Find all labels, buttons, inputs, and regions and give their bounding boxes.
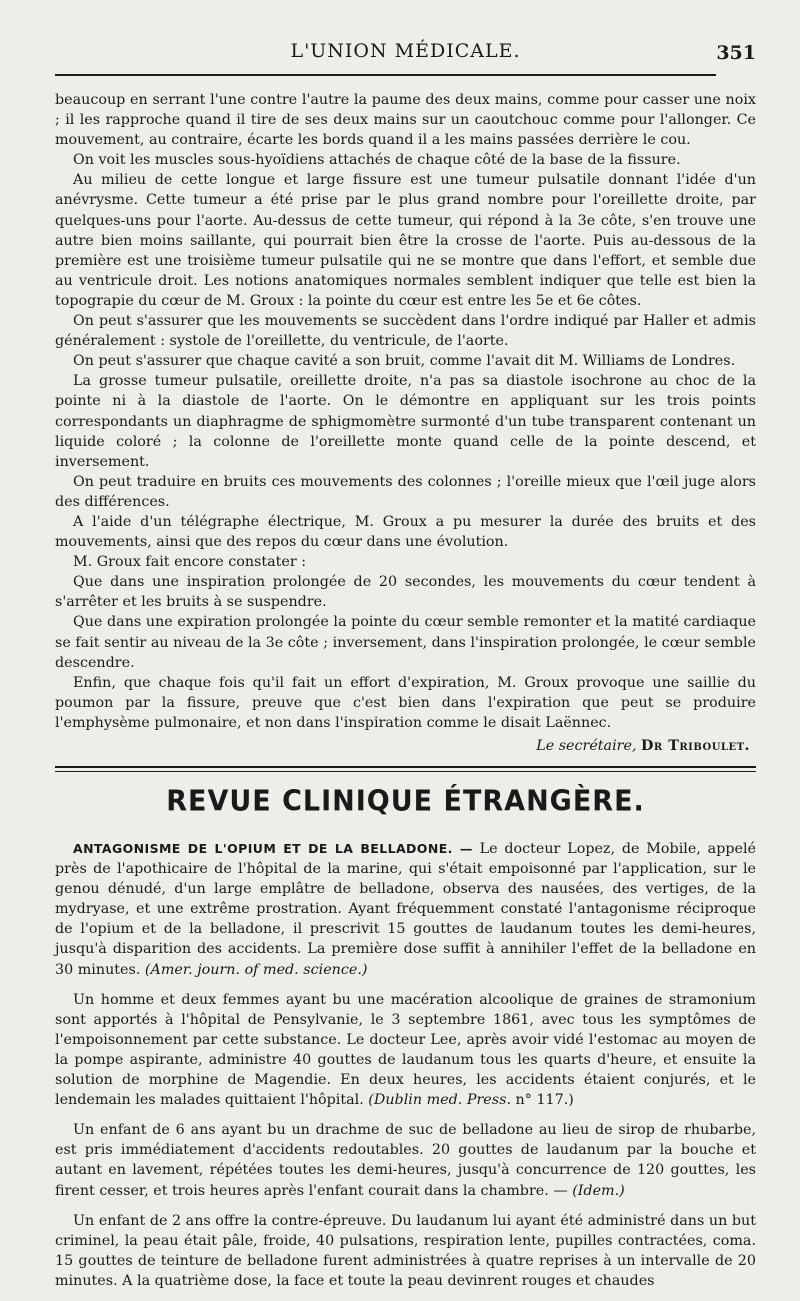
signature [55, 736, 756, 756]
article-source: (Idem.) [572, 1182, 625, 1199]
article [55, 839, 756, 1291]
article-source-tail: n° 117.) [511, 1092, 574, 1109]
article-source: (Amer. journ. of med. science.) [144, 961, 368, 978]
article-paragraph [55, 839, 756, 980]
article-paragraph [55, 1120, 756, 1200]
paragraph: Enfin, que chaque fois qu'il fait un effort d'expiration, M. Groux provoque une saillie du poumon par la fissure, preuve que c'est bien dans l'expiration que peut se produire l'emphysème pulmonaire, et non dans l'inspiration comme le disait Laënnec. [55, 674, 756, 731]
article-paragraph: Un enfant de 2 ans offre la contre-épreuve. Du laudanum lui ayant été administré dans un but criminel, la peau était pâle, froide, 40 pulsations, respiration lente, pupilles contractées, coma. 15 gouttes de teinture de belladone furent administrées à quatre reprises à un intervalle de 20 minutes. A la quatrième dose, la face et toute la peau devinrent rouges et chaudes [55, 1212, 756, 1289]
paragraph: On voit les muscles sous-hyoïdiens attachés de chaque côté de la base de la fissure. [73, 152, 681, 169]
paragraph: On peut traduire en bruits ces mouvements des colonnes ; l'oreille mieux que l'œil juge alors des différences. [55, 473, 756, 510]
signature-role: Le secrétaire, [536, 738, 637, 754]
paragraph: Que dans une inspiration prolongée de 20 secondes, les mouvements du cœur tendent à s'arrêter et les bruits à se suspendre. [55, 574, 756, 611]
article-source: (Dublin med. Press. [368, 1092, 511, 1109]
signature-name: Dr Triboulet. [641, 738, 750, 754]
header-rule [55, 74, 716, 76]
paragraph: On peut s'assurer que les mouvements se succèdent dans l'ordre indiqué par Haller et admis généralement : systole de l'oreillette, du ventricule, de l'aorte. [55, 313, 756, 350]
paragraph: M. Groux fait encore constater : [73, 554, 307, 571]
section-title: REVUE CLINIQUE ÉTRANGÈRE. [166, 785, 645, 818]
article-text: Un enfant de 6 ans ayant bu un drachme de suc de belladone au lieu de sirop de rhubarbe, est pris immédiatement d'accidents redoutables. 20 gouttes de laudanum par la bouche et autant en lavement, répétées toutes les demi-heures, jusqu'à concurrence de 120 gouttes, les firent cesser, et trois heures après l'enfant courait dans la chambre. — [55, 1122, 756, 1199]
running-title: L'UNION MÉDICALE. [290, 40, 521, 62]
page-number: 351 [716, 42, 756, 64]
paragraph: Que dans une expiration prolongée la pointe du cœur semble remonter et la matité cardiaque se fait sentir au niveau de la 3e côte ; inversement, dans l'inspiration prolongée, le cœur semble descendre. [55, 614, 756, 671]
body-text [55, 90, 756, 733]
paragraph: Au milieu de cette longue et large fissure est une tumeur pulsatile donnant l'idée d'un anévrysme. Cette tumeur a été prise par le plus grand nombre pour l'oreillette droite, par quelques-uns pour l'aorte. Au-dessus de cette tumeur, qui répond à la 3e côte, s'en trouve une autre bien moins saillante, qui pourrait bien être la crosse de l'aorte. Puis au-dessous de la première est une troisième tumeur pulsatile qui ne se montre que dans l'effort, et semble due au ventricule droit. Les notions anatomiques normales semblent indiquer que telle est bien la topograpie du cœur de M. Groux : la pointe du cœur est entre les 5e et 6e côtes. [55, 172, 756, 309]
article-paragraph [55, 990, 756, 1111]
page-header [55, 38, 756, 72]
paragraph: On peut s'assurer que chaque cavité a son bruit, comme l'avait dit M. Williams de Londres. [73, 353, 736, 370]
paragraph: A l'aide d'un télégraphe électrique, M. Groux a pu mesurer la durée des bruits et des mouvements, ainsi que des repos du cœur dans une évolution. [55, 513, 756, 551]
article-text: Un homme et deux femmes ayant bu une macération alcoolique de graines de stramonium sont apportés à l'hôpital de Pensylvanie, le 3 septembre 1861, avec tous les symptômes de l'empoisonnement par cette substance. Le docteur Lee, après avoir vidé l'estomac au moyen de la pompe aspirante, administre 40 gouttes de laudanum tous les quarts d'heure, et ensuite la solution de morphine de Magendie. En deux heures, les accidents étaient conjurés, et le lendemain les malades quittaient l'hôpital. [55, 991, 756, 1109]
article-heading: ANTAGONISME DE L'OPIUM ET DE LA BELLADONE. — [73, 841, 473, 856]
section-divider [55, 766, 756, 772]
paragraph: La grosse tumeur pulsatile, oreillette droite, n'a pas sa diastole isochrone au choc de la pointe ni à la diastole de l'aorte. On le démontre en appliquant sur les trois points correspondants un diaphragme de sphigmomètre surmonté d'un tube transparent contenant un liquide coloré ; la colonne de l'oreillette monte quand celle de la pointe descend, et inversement. [55, 373, 756, 470]
paragraph: beaucoup en serrant l'une contre l'autre la paume des deux mains, comme pour casser une noix ; il les rapproche quand il tire de ses deux mains sur un caoutchouc comme pour l'allonger. Ce mouvement, au contraire, écarte les bords quand il a les mains passées derrière le cou. [55, 92, 756, 149]
article-text: Le docteur Lopez, de Mobile, appelé près de l'apothicaire de l'hôpital de la marine, qui s'était empoisonné par l'application, sur le genou dénudé, d'un large emplâtre de belladone, observa des nausées, des vertiges, de la mydryase, et une extrême prostration. Ayant fréquemment constaté l'antagonisme réciproque de l'opium et de la belladone, il prescrivit 15 gouttes de laudanum toutes les demi-heures, jusqu'à disparition des accidents. La première dose suffit à annihiler l'effet de la belladone en 30 minutes. [55, 841, 756, 978]
